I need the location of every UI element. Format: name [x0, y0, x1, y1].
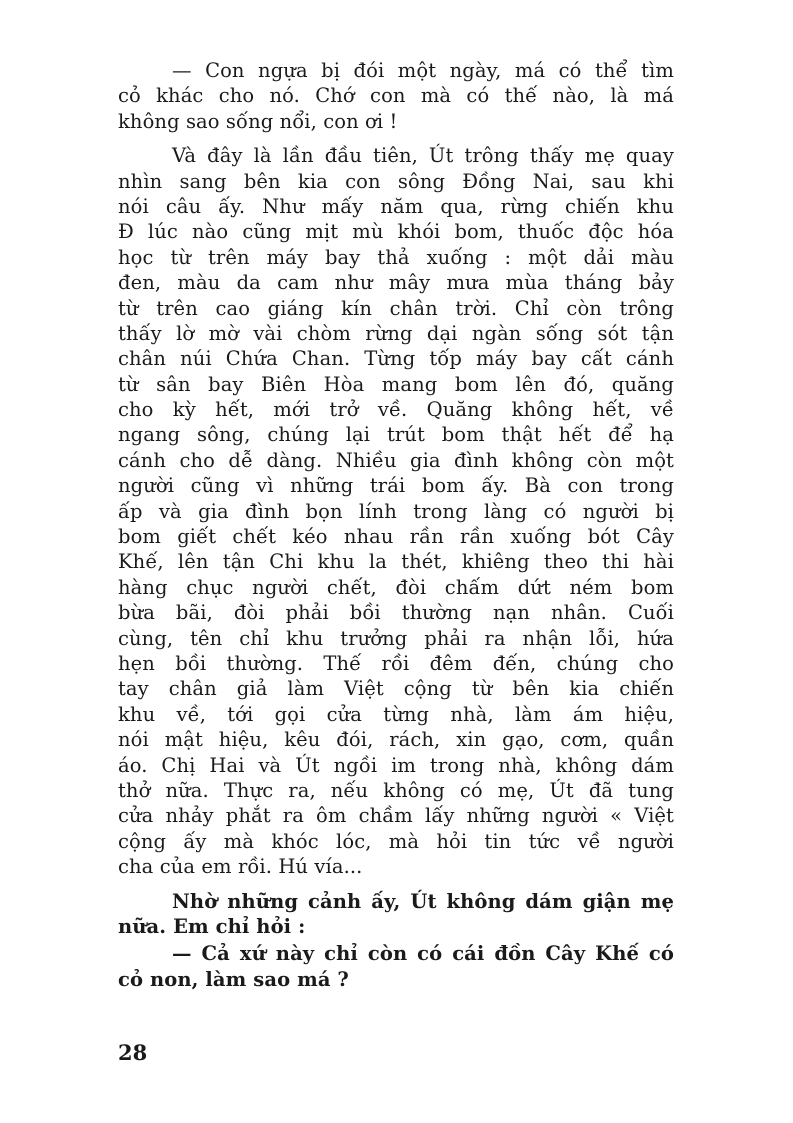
text-line: thở nữa. Thực ra, nếu không có mẹ, Út đã tung — [118, 778, 674, 802]
text-line: từ sân bay Biên Hòa mang bom lên đó, quăng — [118, 372, 674, 396]
text-line: đen, màu da cam như mây mưa mùa tháng bảy — [118, 271, 674, 295]
text-line: nữa. Em chỉ hỏi : — [118, 914, 306, 938]
text-line: ấp và gia đình bọn lính trong làng có người bị — [118, 499, 674, 523]
text-line: — Cả xứ này chỉ còn có cái đồn Cây Khế có — [172, 942, 674, 966]
text-line: nhìn sang bên kia con sông Đồng Nai, sau khi — [118, 169, 674, 193]
text-line: không sao sống nổi, con ơi ! — [118, 109, 398, 133]
text-line: học từ trên máy bay thả xuống : một dải màu — [118, 245, 674, 269]
text-line: tay chân giả làm Việt cộng từ bên kia chiến — [118, 677, 674, 701]
text-line: cùng, tên chỉ khu trưởng phải ra nhận lỗi, hứa — [118, 626, 674, 650]
text-line: cỏ khác cho nó. Chớ con mà có thế nào, là má — [118, 84, 674, 108]
page-body — [118, 58, 674, 992]
text-line: cỏ non, làm sao má ? — [118, 967, 349, 991]
text-line: cánh cho dễ dàng. Nhiều gia đình không còn một — [118, 448, 674, 472]
page-number: 28 — [118, 1040, 148, 1065]
text-line: thấy lờ mờ vài chòm rừng dại ngàn sống sót tận — [118, 321, 674, 345]
text-line: hàng chục người chết, đòi chấm dứt ném bom — [118, 575, 674, 599]
text-line: cộng ấy mà khóc lóc, mà hỏi tin tức về người — [118, 829, 674, 853]
paragraph-4 — [118, 941, 674, 992]
text-line: Đ lúc nào cũng mịt mù khói bom, thuốc độc hóa — [118, 220, 674, 244]
text-line: chân núi Chứa Chan. Từng tốp máy bay cất cánh — [118, 347, 674, 371]
text-line: ngang sông, chúng lại trút bom thật hết để hạ — [118, 423, 674, 447]
paragraph-2 — [118, 143, 674, 879]
text-line: từ trên cao giáng kín chân trời. Chỉ còn trông — [118, 296, 674, 320]
text-line: bừa bãi, đòi phải bồi thường nạn nhân. Cuối — [118, 601, 674, 625]
text-line: cửa nhảy phắt ra ôm chầm lấy những người « Việt — [118, 804, 674, 828]
paragraph-1 — [118, 58, 674, 134]
text-line: — Con ngựa bị đói một ngày, má có thể tìm — [172, 59, 674, 82]
text-line: Khế, lên tận Chi khu la thét, khiêng theo thi hài — [118, 550, 674, 574]
text-line: Nhờ những cảnh ấy, Út không dám giận mẹ — [172, 889, 674, 913]
text-line: nói mật hiệu, kêu đói, rách, xin gạo, cơm, quần — [118, 728, 674, 752]
text-line: khu về, tới gọi cửa từng nhà, làm ám hiệu, — [118, 702, 674, 726]
text-line: hẹn bồi thường. Thế rồi đêm đến, chúng cho — [118, 651, 674, 675]
text-line: cho kỳ hết, mới trở về. Quăng không hết, về — [118, 398, 674, 422]
text-line: cha của em rồi. Hú vía... — [118, 855, 363, 879]
text-line: Và đây là lần đầu tiên, Út trông thấy mẹ quay — [172, 144, 674, 168]
paragraph-3 — [118, 889, 674, 940]
text-line: người cũng vì những trái bom ấy. Bà con trong — [118, 474, 674, 498]
text-line: áo. Chị Hai và Út ngồi im trong nhà, không dám — [118, 753, 674, 777]
text-line: bom giết chết kéo nhau rần rần xuống bót Cây — [118, 525, 674, 549]
text-line: nói câu ấy. Như mấy năm qua, rừng chiến khu — [118, 194, 674, 218]
